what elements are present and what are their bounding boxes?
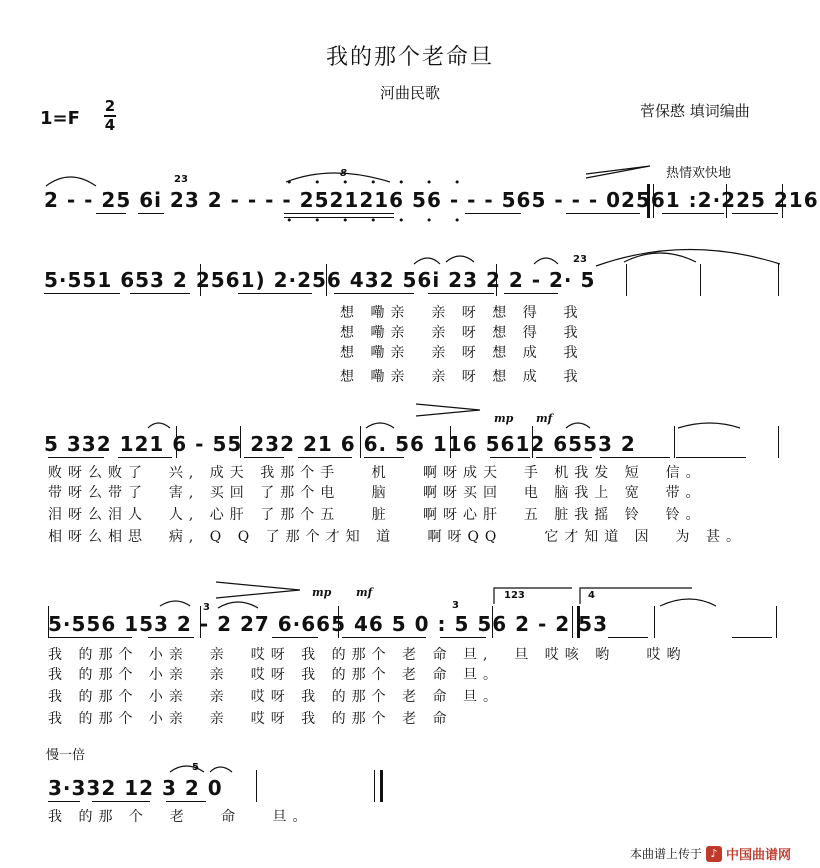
beam	[284, 213, 394, 214]
beam	[284, 217, 394, 218]
barline	[776, 606, 777, 638]
repeat-barline	[653, 184, 654, 218]
octave-mark: 8	[340, 168, 347, 179]
score-line-1: 2 - - 25 6i 23 2 - - - - 2521216 56 - - - 565 - - - 02561 :2·225 216	[44, 188, 819, 212]
grace-note: 23	[174, 174, 188, 185]
grace-note: 3	[203, 602, 210, 613]
barline	[176, 426, 177, 458]
barline	[200, 264, 201, 296]
barline	[626, 264, 627, 296]
barline	[450, 426, 451, 458]
slur	[366, 423, 394, 428]
composer-credit: 菅保憨 填词编曲	[640, 102, 750, 120]
barline	[200, 606, 201, 638]
barline	[654, 606, 655, 638]
beam	[138, 213, 164, 214]
beam	[148, 637, 194, 638]
lyric-3-2: 带呀么带了 害, 买回 了那个电 脑 啊呀买回 电 脑我上 宽 带。	[48, 485, 706, 501]
volta-1: 123	[504, 590, 525, 601]
site-name[interactable]: 中国曲谱网	[726, 848, 792, 863]
beam	[96, 213, 126, 214]
grace-note: 5	[192, 762, 199, 773]
final-barline	[374, 770, 375, 802]
beam	[662, 213, 724, 214]
upload-text: 本曲谱上传于	[630, 847, 703, 861]
grace-note: 23	[573, 254, 587, 265]
barline	[674, 426, 675, 458]
lyric-2-4: 想 嘞亲 亲 呀 想 成 我	[340, 369, 584, 385]
score-line-4: 5·556 153 2 - 2 27 6·665 46 5 0 : 5 56 2 - 2 53	[48, 612, 609, 636]
tempo-mark: 热情欢快地	[666, 166, 732, 181]
meter-top: 2	[104, 97, 116, 115]
lyric-3-3: 泪呀么泪人 人, 心肝 了那个五 脏 啊呀心肝 五 脏我摇 铃 铃。	[48, 507, 706, 523]
slur	[596, 249, 780, 266]
page-title: 我的那个老命旦	[325, 45, 494, 70]
barline	[782, 184, 783, 218]
beam	[44, 293, 120, 294]
barline	[778, 264, 779, 296]
beam	[298, 457, 352, 458]
lyric-4-4: 我 的那个 小亲 亲 哎呀 我 的那个 老 命	[48, 711, 453, 727]
tempo-slow-mark: 慢一倍	[46, 748, 86, 763]
beam	[118, 457, 172, 458]
beam	[48, 801, 80, 802]
grace-note: 3	[452, 600, 459, 611]
music-score-logo-icon: ♪	[706, 846, 722, 862]
slur	[660, 599, 716, 606]
volta-2: 4	[588, 590, 595, 601]
beam	[272, 637, 318, 638]
lyric-5-1: 我 的那 个 老 命 旦。	[48, 809, 313, 825]
volta-bracket	[580, 588, 692, 604]
beam	[364, 457, 404, 458]
score-line-5: 3·332 12 3 2 0	[48, 776, 223, 800]
beam	[48, 457, 104, 458]
final-barline	[380, 770, 383, 802]
slur	[446, 256, 474, 262]
barline	[338, 606, 339, 638]
beam	[465, 213, 521, 214]
barline	[240, 426, 241, 458]
footer-credit	[630, 844, 791, 863]
dynamic-mf: mf	[536, 412, 553, 425]
barline	[256, 770, 257, 802]
crescendo-hairpin	[216, 582, 300, 598]
barline	[726, 184, 727, 218]
slur	[566, 423, 590, 428]
lyric-3-4: 相呀么相思 病, Q Q 了那个才知 道 啊呀QQ 它才知道 因 为 甚。	[48, 529, 747, 545]
beam	[334, 293, 414, 294]
beam	[536, 457, 592, 458]
beam	[244, 457, 284, 458]
beam	[130, 293, 190, 294]
beam	[732, 213, 778, 214]
repeat-barline	[572, 606, 573, 638]
upper-dots: • • • • • • •	[286, 176, 470, 189]
barline	[778, 426, 779, 458]
slur	[678, 423, 740, 428]
beam	[238, 293, 312, 294]
beam	[428, 293, 494, 294]
score-line-3: 5 332 121 6 - 55 232 21 6 6. 56 116 5612 6553 2	[44, 432, 636, 456]
repeat-barline	[577, 606, 580, 638]
barline	[700, 264, 701, 296]
barline	[532, 426, 533, 458]
lyric-2-1: 想 嘞亲 亲 呀 想 得 我	[340, 305, 584, 321]
slur	[148, 423, 170, 428]
dynamic-mp: mp	[312, 586, 332, 599]
slur	[624, 253, 696, 262]
beam	[566, 213, 640, 214]
crescendo-hairpin	[586, 166, 650, 178]
dynamic-mf: mf	[356, 586, 373, 599]
score-line-2: 5·551 653 2 2561) 2·256 432 56i 23 2 2 - 2· 5	[44, 268, 596, 292]
lyric-4-1: 我 的那个 小亲 亲 哎呀 我 的那个 老 命 旦, 旦 哎咳 哟 哎哟	[48, 647, 687, 663]
beam	[608, 637, 648, 638]
lyric-3-1: 败呀么败了 兴, 成天 我那个手 机 啊呀成天 手 机我发 短 信。	[48, 465, 706, 481]
beam	[440, 637, 486, 638]
dynamic-mp: mp	[494, 412, 514, 425]
slur	[46, 177, 96, 186]
barline	[492, 606, 493, 638]
lower-dots: • • • • • • •	[286, 214, 470, 227]
slur	[218, 602, 258, 608]
slur	[210, 767, 232, 772]
beam	[166, 801, 206, 802]
beam	[504, 293, 558, 294]
meter-bottom: 4	[104, 116, 116, 134]
beam	[490, 457, 530, 458]
barline	[496, 264, 497, 296]
lyric-2-3: 想 嘞亲 亲 呀 想 成 我	[340, 345, 584, 361]
barline	[48, 606, 49, 638]
beam	[600, 457, 670, 458]
lyric-2-2: 想 嘞亲 亲 呀 想 得 我	[340, 325, 584, 341]
beam	[48, 637, 132, 638]
beam	[342, 637, 426, 638]
time-signature	[104, 98, 116, 134]
repeat-barline	[647, 184, 650, 218]
beam	[92, 801, 150, 802]
page-subtitle: 河曲民歌	[379, 84, 440, 102]
slur	[414, 258, 440, 264]
beam	[676, 457, 746, 458]
key-signature: 1=F	[40, 108, 80, 129]
lyric-4-3: 我 的那个 小亲 亲 哎呀 我 的那个 老 命 旦。	[48, 689, 503, 705]
crescendo-hairpin	[416, 404, 480, 416]
barline	[326, 264, 327, 296]
slur	[160, 601, 190, 606]
slur	[534, 258, 558, 264]
barline	[360, 426, 361, 458]
lyric-4-2: 我 的那个 小亲 亲 哎呀 我 的那个 老 命 旦。	[48, 667, 503, 683]
beam	[732, 637, 772, 638]
